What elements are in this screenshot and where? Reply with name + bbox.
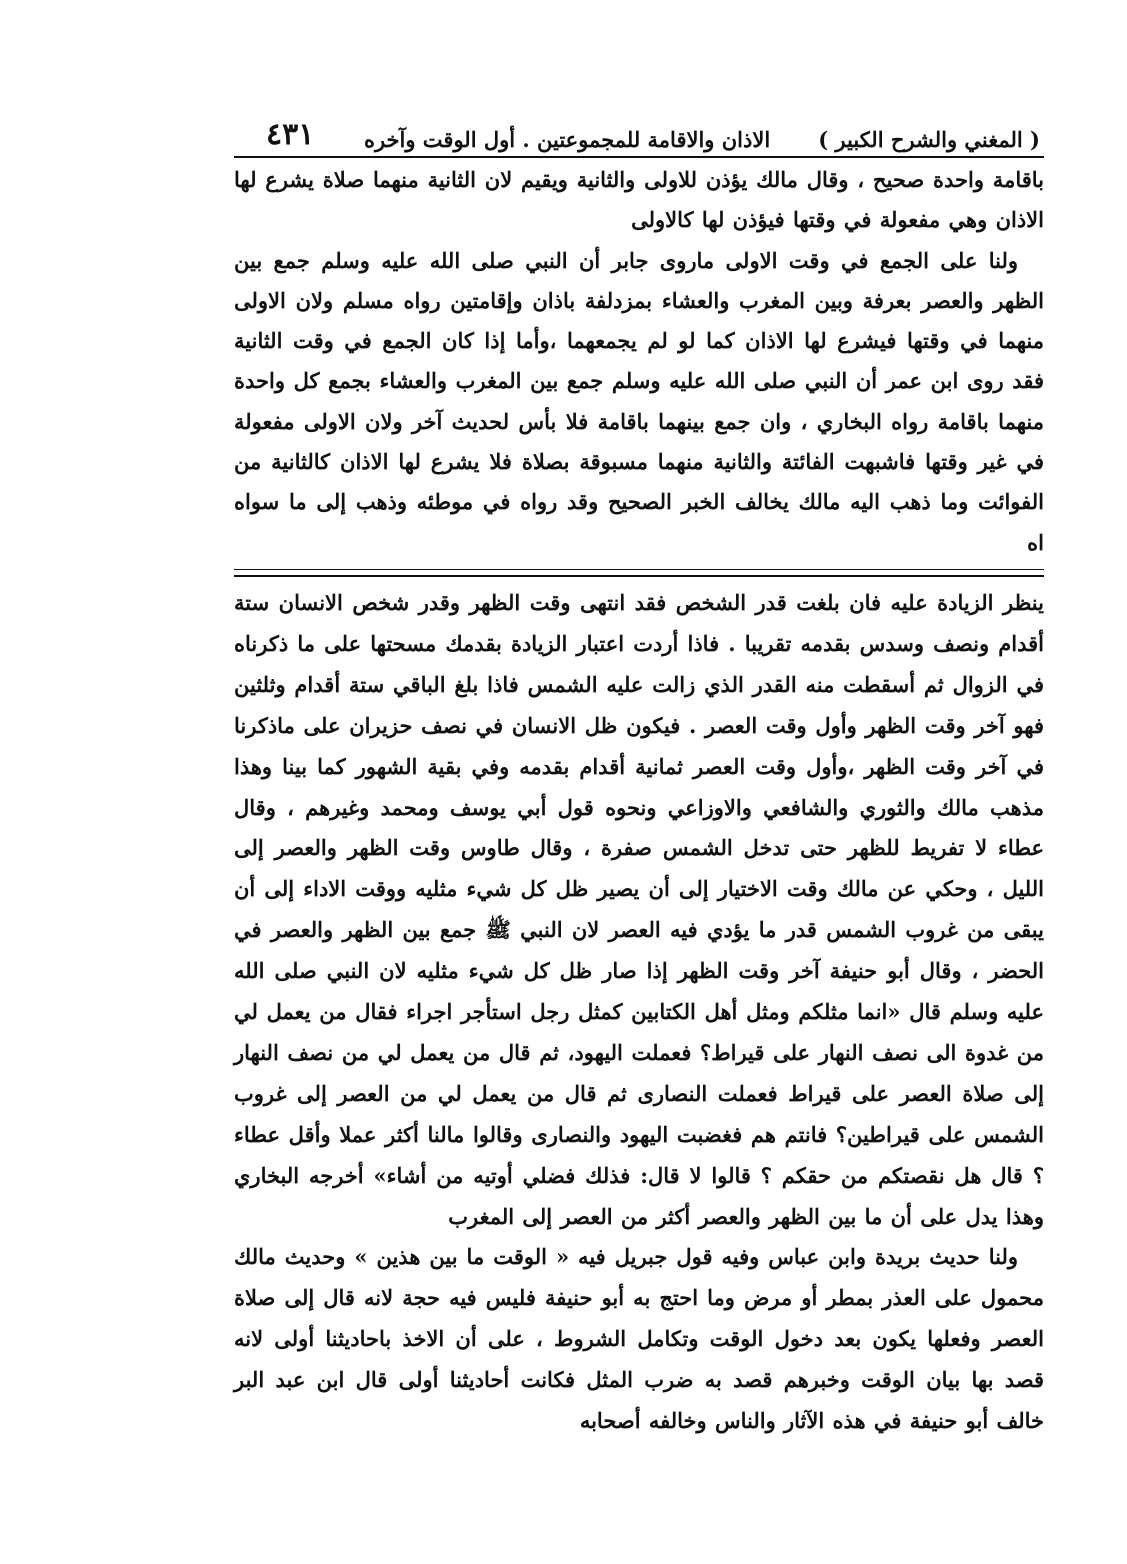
chapter-title: الاذان والاقامة للمجموعتين . أول الوقت وآخره xyxy=(363,127,771,152)
main-text xyxy=(234,160,1044,563)
book-title: ( المغني والشرح الكبير ) xyxy=(818,127,1040,152)
page-number: ٤٣١ xyxy=(266,117,315,152)
footnote-paragraph: ينظر الزيادة عليه فان بلغت قدر الشخص فقد انتهى وقت الظهر وقدر شخص الانسان ستة أقدام ونصف وسدس بقدمه تقريبا . فاذا أردت اعتبار الزيادة بقدمك مسحتها على ما ذكرناه في الزوال ثم أسقطت منه القدر الذي زالت عليه الشمس فاذا بلغ الباقي ستة أقدام وثلثين فهو آخر وقت الظهر وأول وقت العصر . فيكون ظل الانسان في نصف حزيران على ماذكرنا في آخر وقت الظهر ،وأول وقت العصر ثمانية أقدام بقدمه وفي بقية الشهور كما بينا وهذا مذهب مالك والثوري والشافعي والاوزاعي ونحوه قول أبي يوسف ومحمد وغيرهم ، وقال عطاء لا تفريط للظهر حتى تدخل الشمس صفرة ، وقال طاوس وقت الظهر والعصر إلى الليل ، وحكي عن مالك وقت الاختيار إلى أن يصير ظل كل شيء مثليه ووقت الاداء إلى أن يبقى من غروب الشمس قدر ما يؤدي فيه العصر لان النبي ﷺ جمع بين الظهر والعصر في الحضر ، وقال أبو حنيفة آخر وقت الظهر إذا صار ظل كل شيء مثليه لان النبي صلى الله عليه وسلم قال «انما مثلكم ومثل أهل الكتابين كمثل رجل استأجر اجراء فقال من يعمل لي من غدوة الى نصف النهار على قيراط؟ فعملت اليهود، ثم قال من يعمل لي من نصف النهار إلى صلاة العصر على قيراط فعملت النصارى ثم قال من يعمل لي من العصر إلى غروب الشمس على قيراطين؟ فانتم هم فغضبت اليهود والنصارى وقالوا مالنا أكثر عملا وأقل عطاء ؟ قال هل نقصتكم من حقكم ؟ قالوا لا قال: فذلك فضلي أوتيه من أشاء» أخرجه البخاري وهذا يدل على أن ما بين الظهر والعصر أكثر من العصر إلى المغرب xyxy=(234,589,1044,1229)
section-divider xyxy=(234,569,1044,577)
main-paragraph: ولنا على الجمع في وقت الاولى ماروى جابر أن النبي صلى الله عليه وسلم جمع بين الظهر والعصر بعرفة وبين المغرب والعشاء بمزدلفة باذان وإقامتين رواه مسلم ولان الاولى منهما في وقتها فيشرع لها الاذان كما لو لم يجمعهما ،وأما إذا كان الجمع في وقت الثانية فقد روى ابن عمر أن النبي صلى الله عليه وسلم جمع بين المغرب والعشاء بجمع كل واحدة منهما باقامة رواه البخاري ، وان جمع بينهما باقامة فلا بأس لحديث آخر ولان الاولى مفعولة في غير وقتها فاشبهت الفائتة والثانية منهما مسبوقة بصلاة فلا يشرع لها الاذان كالثانية من الفوائت وما ذهب اليه مالك يخالف الخبر الصحيح وقد رواه في موطئه وذهب إلى ما سواه اه xyxy=(234,247,1044,555)
book-page xyxy=(234,112,1044,1442)
running-header xyxy=(234,112,1044,158)
footnote-paragraph: ولنا حديث بريدة وابن عباس وفيه قول جبريل فيه « الوقت ما بين هذين » وحديث مالك محمول على العذر بمطر أو مرض وما احتج به أبو حنيفة فليس فيه حجة لانه قال إلى صلاة العصر وفعلها يكون بعد دخول الوقت وتكامل الشروط ، على أن الاخذ باحاديثنا أولى لانه قصد بها بيان الوقت وخبرهم قصد به ضرب المثل فكانت أحاديثنا أولى قال ابن عبد البر خالف أبو حنيفة في هذه الآثار والناس وخالفه أصحابه xyxy=(234,1244,1044,1434)
footnote-text xyxy=(234,583,1044,1442)
main-paragraph: باقامة واحدة صحيح ، وقال مالك يؤذن للاولى والثانية ويقيم لان الثانية منهما صلاة يشرع لها الاذان وهي مفعولة في وقتها فيؤذن لها كالاولى xyxy=(234,167,1044,233)
